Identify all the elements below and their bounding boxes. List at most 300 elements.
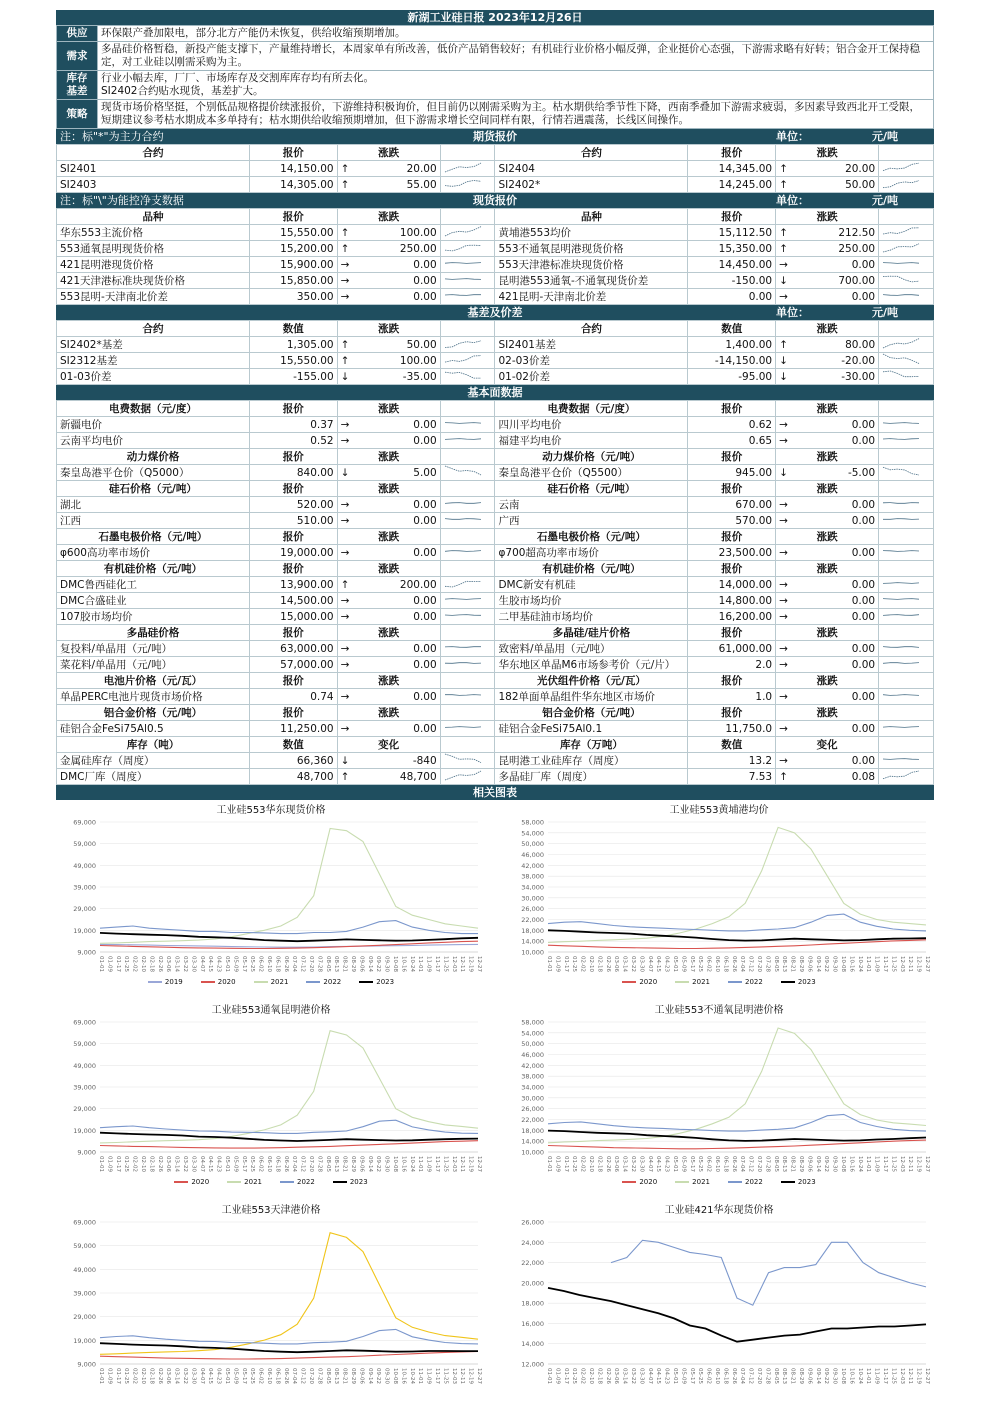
x-tick-label: 07-12 xyxy=(299,956,306,972)
header-row xyxy=(57,673,934,689)
x-tick-label: 06-10 xyxy=(266,956,272,972)
series-line xyxy=(548,1288,926,1342)
sparkline xyxy=(441,497,485,509)
sparkline xyxy=(879,609,923,621)
x-tick-label: 08-05 xyxy=(772,956,779,972)
x-tick-label: 05-09 xyxy=(232,956,239,972)
item-name: 昆明港工业硅库存（周度） xyxy=(495,753,688,769)
table-row xyxy=(57,497,934,513)
legend-item xyxy=(280,1178,315,1188)
x-tick-label: 09-30 xyxy=(383,1368,390,1384)
col-header-blank xyxy=(440,449,495,465)
sparkline-cell xyxy=(440,577,495,593)
legend-item xyxy=(622,1178,657,1188)
x-tick-label: 03-06 xyxy=(613,956,620,972)
y-tick-label: 19,000 xyxy=(73,1126,96,1135)
legend-label: 2022 xyxy=(323,978,342,986)
item-name: 菜花料/单晶用（元/吨） xyxy=(57,657,250,673)
x-tick-label: 04-07 xyxy=(198,956,205,972)
flat-arrow-icon: → xyxy=(337,593,352,609)
item-name: 01-02价差 xyxy=(495,369,688,385)
legend-item xyxy=(227,1178,262,1188)
x-tick-label: 09-06 xyxy=(806,1156,813,1172)
legend-label: 2022 xyxy=(745,978,763,986)
x-tick-label: 10-24 xyxy=(856,1368,863,1384)
item-value: 15,200.00 xyxy=(249,241,337,257)
col-header-blank xyxy=(879,673,934,689)
legend-label: 2022 xyxy=(745,1178,763,1186)
item-name: 昆明港553通氧-不通氧现货价差 xyxy=(495,273,688,289)
series-line xyxy=(100,829,478,944)
x-tick-label: 01-01 xyxy=(546,1156,552,1172)
sparkline-cell xyxy=(440,769,495,785)
item-value: 1,400.00 xyxy=(688,337,776,353)
x-tick-label: 04-23 xyxy=(215,1368,222,1384)
item-value: 570.00 xyxy=(688,513,776,529)
x-tick-label: 01-17 xyxy=(562,1156,569,1172)
x-tick-label: 05-09 xyxy=(680,1368,687,1384)
x-tick-label: 01-25 xyxy=(571,956,578,972)
y-tick-label: 59,000 xyxy=(73,1040,96,1049)
x-tick-label: 07-20 xyxy=(308,1156,314,1172)
legend-label: 2021 xyxy=(692,978,710,986)
x-tick-label: 08-29 xyxy=(798,1368,804,1384)
x-tick-label: 01-17 xyxy=(114,956,121,972)
item-value: 0.37 xyxy=(249,417,337,433)
sparkline xyxy=(441,177,485,189)
item-name: SI2404 xyxy=(495,161,688,177)
y-tick-label: 69,000 xyxy=(73,1018,96,1027)
item-value: 510.00 xyxy=(249,513,337,529)
x-tick-label: 02-10 xyxy=(140,1368,146,1384)
col-header: 变化 xyxy=(776,737,879,753)
x-tick-label: 10-16 xyxy=(848,1368,855,1384)
chart-title: 工业硅553天津港价格 xyxy=(221,1205,321,1216)
col-header-blank xyxy=(440,561,495,577)
col-header: 报价 xyxy=(249,209,337,225)
x-tick-label: 07-12 xyxy=(747,1156,754,1172)
col-header-blank xyxy=(879,705,934,721)
charts-band: 相关图表 xyxy=(56,785,934,800)
x-tick-label: 09-14 xyxy=(814,1156,821,1172)
x-tick-label: 07-28 xyxy=(764,956,771,972)
y-tick-label: 20,000 xyxy=(521,1279,544,1288)
item-change: 100.00 xyxy=(352,225,440,241)
legend-label: 2020 xyxy=(639,1178,658,1186)
legend-swatch xyxy=(148,981,162,983)
daily-report xyxy=(56,10,934,1384)
item-change: 0.00 xyxy=(791,593,879,609)
item-name: 华东地区单晶M6市场参考价（元/片） xyxy=(495,657,688,673)
table-row xyxy=(57,609,934,625)
legend-label: 2020 xyxy=(639,978,658,986)
down-arrow-icon: ↓ xyxy=(337,753,352,769)
down-arrow-icon: ↓ xyxy=(337,465,352,481)
series-line xyxy=(548,1114,926,1131)
y-tick-label: 49,000 xyxy=(73,861,96,870)
commentary-label: 需求 xyxy=(57,42,98,71)
table-row xyxy=(57,353,934,369)
table-row xyxy=(57,337,934,353)
sparkline-cell xyxy=(879,497,934,513)
legend-swatch xyxy=(728,981,742,983)
x-tick-label: 02-02 xyxy=(131,956,138,972)
sparkline xyxy=(879,689,923,701)
col-header: 涨跌 xyxy=(776,561,879,577)
col-header-blank xyxy=(440,209,495,225)
sparkline-cell xyxy=(879,689,934,705)
flat-arrow-icon: → xyxy=(776,593,791,609)
x-tick-label: 07-04 xyxy=(739,1368,746,1384)
table-row xyxy=(57,465,934,481)
sparkline xyxy=(879,177,923,189)
x-tick-label: 11-17 xyxy=(434,1368,440,1384)
item-value: 14,800.00 xyxy=(688,593,776,609)
x-tick-label: 07-20 xyxy=(308,1368,314,1384)
sparkline xyxy=(879,769,923,781)
sparkline-cell xyxy=(440,545,495,561)
flat-arrow-icon: → xyxy=(337,513,352,529)
flat-arrow-icon: → xyxy=(776,433,791,449)
x-tick-label: 04-15 xyxy=(655,956,662,972)
flat-arrow-icon: → xyxy=(337,273,352,289)
item-value: -14,150.00 xyxy=(688,353,776,369)
item-value: 520.00 xyxy=(249,497,337,513)
table-row xyxy=(57,689,934,705)
x-tick-label: 07-20 xyxy=(756,1368,762,1384)
item-change: 100.00 xyxy=(352,353,440,369)
x-tick-label: 12-19 xyxy=(915,1368,922,1384)
sparkline-cell xyxy=(879,417,934,433)
x-tick-label: 10-08 xyxy=(392,1368,398,1384)
flat-arrow-icon: → xyxy=(776,257,791,273)
table-row xyxy=(57,225,934,241)
sparkline xyxy=(441,433,485,445)
flat-arrow-icon: → xyxy=(776,721,791,737)
y-tick-label: 9,000 xyxy=(77,948,96,957)
legend-item xyxy=(781,1178,816,1188)
item-change: 0.00 xyxy=(791,289,879,305)
x-tick-label: 10-24 xyxy=(856,956,863,972)
x-tick-label: 11-25 xyxy=(442,1368,449,1384)
sparkline xyxy=(441,721,485,733)
sparkline xyxy=(879,657,923,669)
item-change: 0.00 xyxy=(791,641,879,657)
basis-band: 基差及价差 单位： 元/吨 xyxy=(56,305,934,320)
y-tick-label: 29,000 xyxy=(73,1313,96,1322)
x-tick-label: 11-25 xyxy=(890,1368,897,1384)
x-tick-label: 04-23 xyxy=(663,956,670,972)
x-tick-label: 09-14 xyxy=(366,1156,373,1172)
sparkline-cell xyxy=(440,273,495,289)
sparkline xyxy=(441,689,485,701)
x-tick-label: 03-14 xyxy=(173,1156,180,1172)
line-chart xyxy=(504,804,934,988)
item-name: SI2312基差 xyxy=(57,353,250,369)
x-tick-label: 02-26 xyxy=(156,1156,163,1172)
x-tick-label: 04-07 xyxy=(646,1156,653,1172)
x-tick-label: 07-12 xyxy=(747,956,754,972)
col-header-blank xyxy=(879,449,934,465)
item-change: 0.00 xyxy=(352,289,440,305)
item-change: 0.00 xyxy=(352,433,440,449)
item-value: 15,850.00 xyxy=(249,273,337,289)
flat-arrow-icon: → xyxy=(776,609,791,625)
table-row xyxy=(57,289,934,305)
table-row xyxy=(57,577,934,593)
item-value: 2.0 xyxy=(688,657,776,673)
x-tick-label: 11-17 xyxy=(882,1368,888,1384)
item-change: 20.00 xyxy=(352,161,440,177)
x-tick-label: 08-21 xyxy=(341,956,348,972)
x-tick-label: 10-16 xyxy=(400,1368,407,1384)
x-tick-label: 04-07 xyxy=(646,956,653,972)
x-tick-label: 12-03 xyxy=(450,1156,457,1172)
x-tick-label: 09-06 xyxy=(806,1368,813,1384)
col-header: 报价 xyxy=(249,705,337,721)
sparkline-cell xyxy=(879,657,934,673)
col-header: 铝合金价格（元/吨） xyxy=(57,705,250,721)
x-tick-label: 11-09 xyxy=(873,1156,880,1172)
x-tick-label: 05-25 xyxy=(249,956,256,972)
commentary-label: 库存 基差 xyxy=(57,71,98,100)
item-change: 0.00 xyxy=(791,689,879,705)
y-tick-label: 29,000 xyxy=(73,905,96,914)
x-tick-label: 05-01 xyxy=(672,1368,678,1384)
x-tick-label: 05-09 xyxy=(232,1368,239,1384)
x-tick-label: 03-14 xyxy=(621,1368,628,1384)
x-tick-label: 06-18 xyxy=(722,1368,729,1384)
y-tick-label: 38,000 xyxy=(521,872,544,881)
x-tick-label: 06-18 xyxy=(722,956,729,972)
x-tick-label: 01-09 xyxy=(554,1156,561,1172)
legend-swatch xyxy=(333,1181,347,1183)
commentary-row xyxy=(57,26,934,42)
item-value: 1.0 xyxy=(688,689,776,705)
sparkline xyxy=(441,369,485,381)
sparkline-cell xyxy=(879,337,934,353)
legend-item xyxy=(728,1178,763,1188)
x-tick-label: 02-18 xyxy=(596,956,603,972)
item-name: DMC合盛硅业 xyxy=(57,593,250,609)
sparkline-cell xyxy=(879,369,934,385)
x-tick-label: 10-16 xyxy=(848,1156,855,1172)
x-tick-label: 09-22 xyxy=(823,956,830,972)
sparkline xyxy=(879,241,923,253)
item-value: 66,360 xyxy=(249,753,337,769)
y-tick-label: 14,000 xyxy=(521,1340,544,1349)
sparkline xyxy=(879,353,923,365)
x-tick-label: 12-19 xyxy=(915,956,922,972)
col-header: 涨跌 xyxy=(337,401,440,417)
sparkline xyxy=(441,257,485,269)
col-header: 多晶硅价格 xyxy=(57,625,250,641)
item-name: 硅铝合金FeSi75Al0.1 xyxy=(495,721,688,737)
col-header-blank xyxy=(440,705,495,721)
line-chart xyxy=(504,1004,934,1188)
col-header: 报价 xyxy=(249,561,337,577)
col-header: 涨跌 xyxy=(337,561,440,577)
item-change: 0.00 xyxy=(791,577,879,593)
sparkline-cell xyxy=(440,497,495,513)
line-chart xyxy=(504,1204,934,1390)
sparkline-cell xyxy=(440,641,495,657)
sparkline-cell xyxy=(440,657,495,673)
item-value: 16,200.00 xyxy=(688,609,776,625)
x-tick-label: 02-10 xyxy=(588,956,594,972)
col-header: 有机硅价格（元/吨） xyxy=(495,561,688,577)
item-value: 350.00 xyxy=(249,289,337,305)
sparkline-cell xyxy=(440,689,495,705)
col-header: 数值 xyxy=(249,737,337,753)
item-name: 湖北 xyxy=(57,497,250,513)
x-tick-label: 01-17 xyxy=(114,1368,121,1384)
x-tick-label: 12-19 xyxy=(467,1156,474,1172)
col-header: 报价 xyxy=(688,561,776,577)
item-change: 50.00 xyxy=(791,177,879,193)
y-tick-label: 18,000 xyxy=(521,1299,544,1308)
col-header-blank xyxy=(879,529,934,545)
sparkline-cell xyxy=(440,465,495,481)
x-tick-label: 02-18 xyxy=(148,956,155,972)
col-header-blank xyxy=(440,737,495,753)
x-tick-label: 06-18 xyxy=(722,1156,729,1172)
col-header: 涨跌 xyxy=(337,145,440,161)
sparkline-cell xyxy=(440,417,495,433)
x-tick-label: 05-09 xyxy=(680,956,687,972)
x-tick-label: 03-14 xyxy=(621,956,628,972)
col-header: 石墨电极价格（元/吨） xyxy=(57,529,250,545)
x-tick-label: 08-05 xyxy=(772,1368,779,1384)
x-tick-label: 11-17 xyxy=(882,956,888,972)
series-line xyxy=(548,827,926,942)
sparkline-cell xyxy=(440,721,495,737)
item-change: 0.00 xyxy=(791,497,879,513)
x-tick-label: 08-21 xyxy=(789,956,796,972)
x-tick-label: 09-06 xyxy=(358,956,365,972)
x-tick-label: 05-09 xyxy=(232,1156,239,1172)
chart-legend xyxy=(504,978,934,988)
item-change: 0.00 xyxy=(791,257,879,273)
item-change: 0.00 xyxy=(791,433,879,449)
sparkline xyxy=(441,753,485,765)
x-tick-label: 07-28 xyxy=(764,1368,771,1384)
sparkline-cell xyxy=(440,289,495,305)
sparkline xyxy=(879,257,923,269)
x-tick-label: 01-25 xyxy=(571,1156,578,1172)
item-value: 15,000.00 xyxy=(249,609,337,625)
col-header: 报价 xyxy=(249,625,337,641)
sparkline-cell xyxy=(440,241,495,257)
up-arrow-icon: ↑ xyxy=(776,337,791,353)
x-tick-label: 05-17 xyxy=(240,1368,247,1384)
x-tick-label: 07-12 xyxy=(299,1368,306,1384)
flat-arrow-icon: → xyxy=(776,657,791,673)
up-arrow-icon: ↑ xyxy=(337,161,352,177)
x-tick-label: 12-27 xyxy=(476,1156,482,1172)
item-change: 200.00 xyxy=(352,577,440,593)
item-value: 15,550.00 xyxy=(249,225,337,241)
item-value: 14,345.00 xyxy=(688,161,776,177)
col-header: 动力煤价格（元/吨） xyxy=(495,449,688,465)
col-header: 数值 xyxy=(688,737,776,753)
x-tick-label: 02-02 xyxy=(579,1156,586,1172)
flat-arrow-icon: → xyxy=(776,497,791,513)
y-tick-label: 10,000 xyxy=(521,1148,544,1157)
x-tick-label: 05-01 xyxy=(224,956,230,972)
item-name: 福建平均电价 xyxy=(495,433,688,449)
item-value: 0.74 xyxy=(249,689,337,705)
col-header-blank xyxy=(440,321,495,337)
item-name: 硅铝合金FeSi75Al0.5 xyxy=(57,721,250,737)
sparkline-cell xyxy=(879,513,934,529)
item-change: 0.00 xyxy=(352,593,440,609)
x-tick-label: 02-10 xyxy=(140,956,146,972)
sparkline-cell xyxy=(440,433,495,449)
x-tick-label: 07-04 xyxy=(291,1368,298,1384)
col-header: 报价 xyxy=(688,145,776,161)
x-tick-label: 11-25 xyxy=(890,956,897,972)
item-change: -840 xyxy=(352,753,440,769)
col-header: 报价 xyxy=(688,401,776,417)
col-header: 涨跌 xyxy=(776,145,879,161)
item-name: SI2401 xyxy=(57,161,250,177)
table-row xyxy=(57,433,934,449)
item-value: 7.53 xyxy=(688,769,776,785)
chart-plot xyxy=(56,1018,486,1178)
x-tick-label: 10-08 xyxy=(840,1368,846,1384)
item-change: 700.00 xyxy=(791,273,879,289)
x-tick-label: 12-19 xyxy=(467,1368,474,1384)
col-header: 品种 xyxy=(495,209,688,225)
x-tick-label: 06-26 xyxy=(730,956,737,972)
y-tick-label: 16,000 xyxy=(521,1319,544,1328)
x-tick-label: 03-14 xyxy=(173,956,180,972)
item-change: 0.00 xyxy=(352,721,440,737)
flat-arrow-icon: → xyxy=(337,433,352,449)
col-header-blank xyxy=(879,561,934,577)
commentary-text: 多晶硅价格暂稳，新投产能支撑下，产量维持增长，本周家单有所改善，低价产品销售较好；有机硅行业价格小幅反弹，企业挺价心态强，下游需求略有好转；铝合金开工保持稳定，对工业硅以刚需采购为主。 xyxy=(98,42,934,71)
sparkline-cell xyxy=(440,225,495,241)
col-header: 涨跌 xyxy=(776,209,879,225)
x-tick-label: 02-18 xyxy=(596,1368,603,1384)
item-name: 江西 xyxy=(57,513,250,529)
down-arrow-icon: ↓ xyxy=(337,369,352,385)
x-tick-label: 05-25 xyxy=(697,1368,704,1384)
col-header: 涨跌 xyxy=(776,321,879,337)
series-line xyxy=(548,930,926,940)
y-tick-label: 54,000 xyxy=(521,829,544,838)
flat-arrow-icon: → xyxy=(337,289,352,305)
x-tick-label: 02-18 xyxy=(148,1156,155,1172)
item-name: 多晶硅厂库（周度） xyxy=(495,769,688,785)
item-name: 107胶市场均价 xyxy=(57,609,250,625)
item-value: 15,112.50 xyxy=(688,225,776,241)
x-tick-label: 06-18 xyxy=(274,956,281,972)
sparkline xyxy=(879,513,923,525)
x-tick-label: 04-23 xyxy=(663,1368,670,1384)
col-header: 合约 xyxy=(495,321,688,337)
x-tick-label: 08-29 xyxy=(350,956,356,972)
col-header: 报价 xyxy=(249,449,337,465)
chart-plot xyxy=(56,818,486,978)
x-tick-label: 02-02 xyxy=(579,1368,586,1384)
legend-swatch xyxy=(675,981,689,983)
sparkline-cell xyxy=(440,161,495,177)
item-value: 14,000.00 xyxy=(688,577,776,593)
x-tick-label: 08-05 xyxy=(324,1156,331,1172)
chart-title: 工业硅553通氧昆明港价格 xyxy=(211,1005,331,1016)
